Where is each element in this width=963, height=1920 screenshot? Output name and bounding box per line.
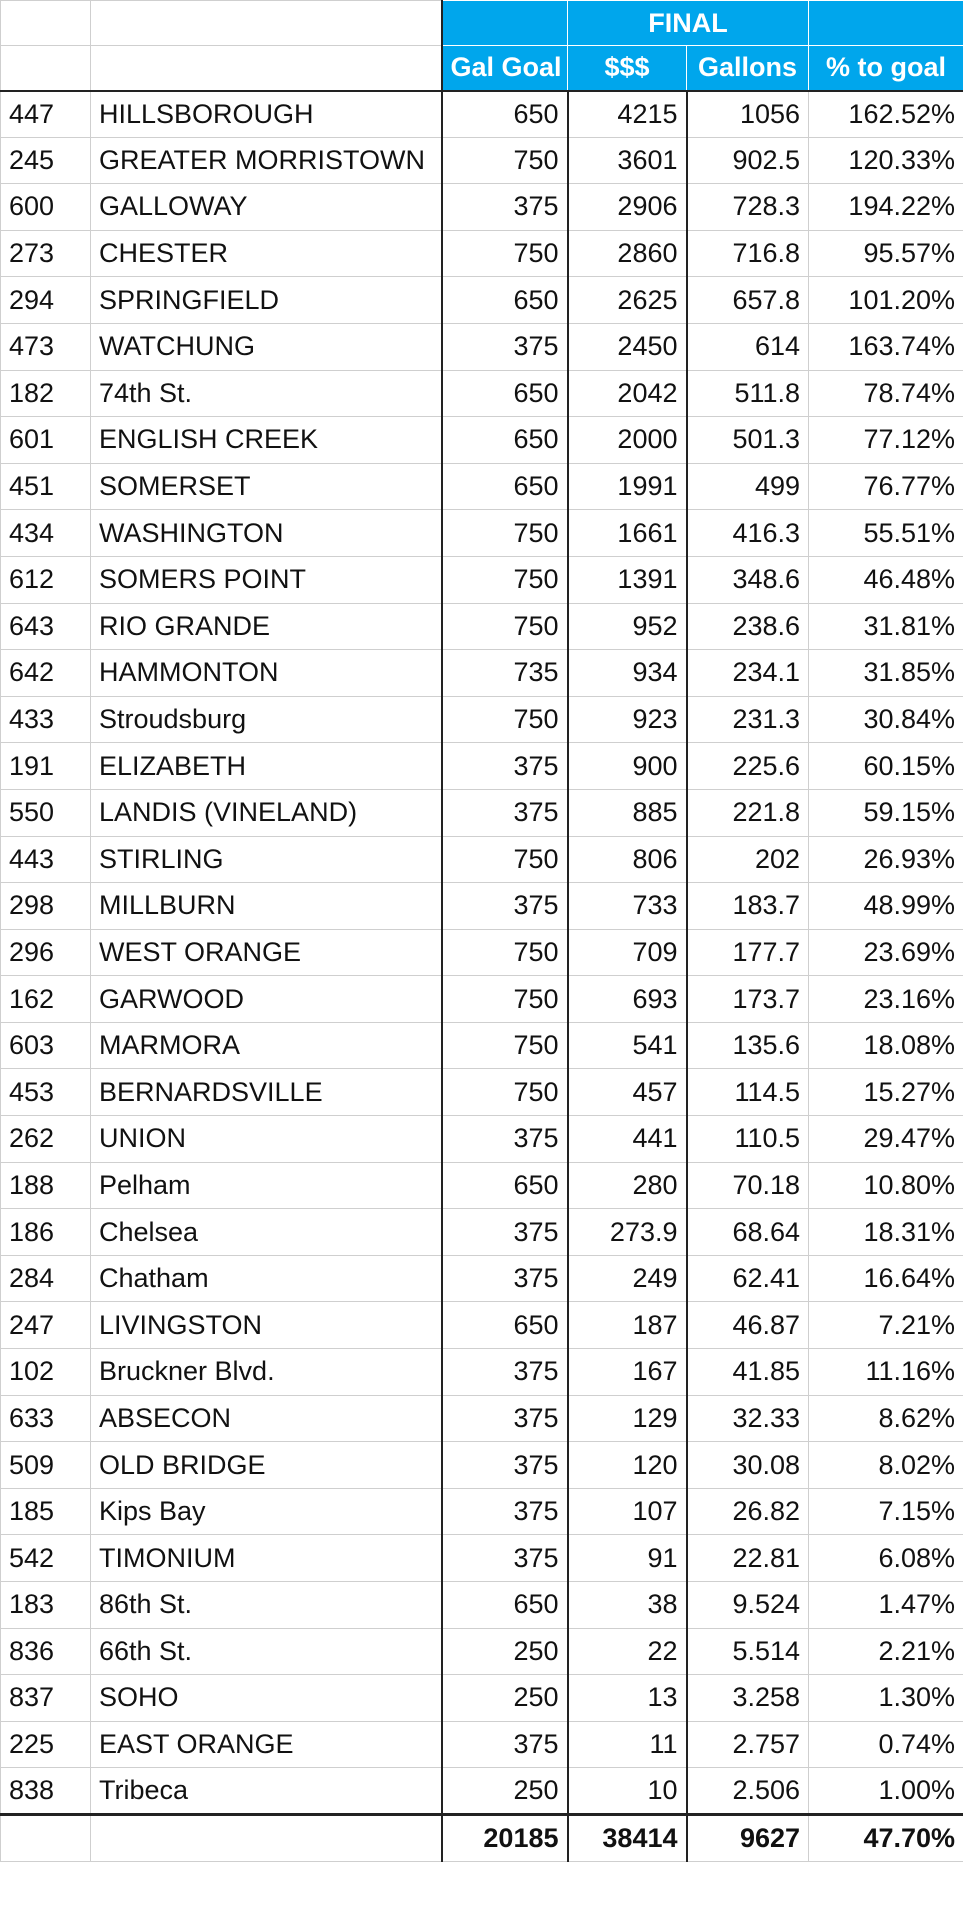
cell-store-name[interactable]: STIRLING <box>91 836 442 883</box>
cell-pct-to-goal[interactable]: 162.52% <box>809 91 963 138</box>
cell-gallons[interactable]: 501.3 <box>687 417 809 464</box>
cell-pct-to-goal[interactable]: 18.08% <box>809 1022 963 1069</box>
cell-pct-to-goal[interactable]: 0.74% <box>809 1721 963 1768</box>
cell-gallons[interactable]: 202 <box>687 836 809 883</box>
table-row <box>1 510 963 557</box>
cell-gal-goal[interactable]: 375 <box>442 789 568 836</box>
cell-gal-goal[interactable]: 375 <box>442 1721 568 1768</box>
cell-money[interactable]: 280 <box>568 1162 687 1209</box>
cell-pct-to-goal[interactable]: 29.47% <box>809 1116 963 1163</box>
cell-gallons[interactable]: 902.5 <box>687 137 809 184</box>
cell-store-name[interactable]: 86th St. <box>91 1582 442 1629</box>
cell-gal-goal[interactable]: 750 <box>442 603 568 650</box>
cell-store-name[interactable]: WASHINGTON <box>91 510 442 557</box>
cell-pct-to-goal[interactable]: 7.15% <box>809 1488 963 1535</box>
cell-store-name[interactable]: SOMERSET <box>91 463 442 510</box>
cell-money[interactable]: 22 <box>568 1628 687 1675</box>
cell-gallons[interactable]: 716.8 <box>687 230 809 277</box>
cell-gal-goal[interactable]: 750 <box>442 137 568 184</box>
cell-money[interactable]: 934 <box>568 650 687 697</box>
table-row <box>1 1069 963 1116</box>
cell-store-name[interactable]: WATCHUNG <box>91 323 442 370</box>
cell-pct-to-goal[interactable]: 10.80% <box>809 1162 963 1209</box>
cell-gallons[interactable]: 511.8 <box>687 370 809 417</box>
cell-money[interactable]: 3601 <box>568 137 687 184</box>
table-row <box>1 1255 963 1302</box>
column-header-gal-goal[interactable]: Gal Goal <box>442 46 568 91</box>
cell-gal-goal[interactable]: 750 <box>442 1069 568 1116</box>
cell-gal-goal[interactable]: 375 <box>442 743 568 790</box>
cell-money[interactable]: 2450 <box>568 323 687 370</box>
cell-store-number[interactable]: 188 <box>1 1162 91 1209</box>
cell-store-number[interactable]: 612 <box>1 556 91 603</box>
cell-store-number[interactable]: 509 <box>1 1442 91 1489</box>
cell-store-number[interactable]: 603 <box>1 1022 91 1069</box>
table-row <box>1 743 963 790</box>
cell-gal-goal[interactable]: 735 <box>442 650 568 697</box>
cell-gallons[interactable]: 70.18 <box>687 1162 809 1209</box>
cell-pct-to-goal[interactable]: 15.27% <box>809 1069 963 1116</box>
cell-store-name[interactable]: GALLOWAY <box>91 184 442 231</box>
cell-money[interactable]: 900 <box>568 743 687 790</box>
table-row <box>1 1675 963 1722</box>
cell-gal-goal[interactable]: 750 <box>442 976 568 1023</box>
cell-store-number[interactable]: 542 <box>1 1535 91 1582</box>
cell-money[interactable]: 885 <box>568 789 687 836</box>
cell-store-name[interactable]: GARWOOD <box>91 976 442 1023</box>
cell-money[interactable]: 120 <box>568 1442 687 1489</box>
cell-gal-goal[interactable]: 375 <box>442 1209 568 1256</box>
cell-store-number[interactable]: 247 <box>1 1302 91 1349</box>
cell-money[interactable]: 457 <box>568 1069 687 1116</box>
header-empty-cell[interactable] <box>1 46 91 91</box>
cell-money[interactable]: 806 <box>568 836 687 883</box>
cell-store-number[interactable]: 434 <box>1 510 91 557</box>
cell-store-number[interactable]: 182 <box>1 370 91 417</box>
table-row <box>1 463 963 510</box>
cell-gal-goal[interactable]: 650 <box>442 417 568 464</box>
cell-pct-to-goal[interactable]: 48.99% <box>809 883 963 930</box>
cell-store-number[interactable]: 298 <box>1 883 91 930</box>
cell-store-name[interactable]: 74th St. <box>91 370 442 417</box>
cell-gallons[interactable]: 114.5 <box>687 1069 809 1116</box>
cell-gal-goal[interactable]: 375 <box>442 883 568 930</box>
table-row <box>1 1535 963 1582</box>
cell-store-name[interactable]: Bruckner Blvd. <box>91 1349 442 1396</box>
cell-money[interactable]: 541 <box>568 1022 687 1069</box>
cell-gallons[interactable]: 3.258 <box>687 1675 809 1722</box>
cell-store-name[interactable]: RIO GRANDE <box>91 603 442 650</box>
cell-money[interactable]: 10 <box>568 1768 687 1815</box>
header-empty-cell[interactable] <box>91 1 442 46</box>
cell-gal-goal[interactable]: 375 <box>442 323 568 370</box>
cell-store-number[interactable]: 836 <box>1 1628 91 1675</box>
cell-money[interactable]: 107 <box>568 1488 687 1535</box>
cell-pct-to-goal[interactable]: 31.85% <box>809 650 963 697</box>
cell-pct-to-goal[interactable]: 163.74% <box>809 323 963 370</box>
cell-store-number[interactable]: 294 <box>1 277 91 324</box>
table-row <box>1 91 963 138</box>
cell-gal-goal[interactable]: 375 <box>442 1395 568 1442</box>
table-row <box>1 1116 963 1163</box>
table-row <box>1 1628 963 1675</box>
cell-gal-goal[interactable]: 750 <box>442 556 568 603</box>
total-money[interactable]: 38414 <box>568 1814 687 1861</box>
cell-pct-to-goal[interactable]: 8.02% <box>809 1442 963 1489</box>
cell-gallons[interactable]: 2.757 <box>687 1721 809 1768</box>
cell-store-number[interactable]: 443 <box>1 836 91 883</box>
cell-pct-to-goal[interactable]: 59.15% <box>809 789 963 836</box>
cell-store-name[interactable]: GREATER MORRISTOWN <box>91 137 442 184</box>
cell-money[interactable]: 2042 <box>568 370 687 417</box>
cell-gallons[interactable]: 32.33 <box>687 1395 809 1442</box>
header-empty-cell[interactable] <box>1 1 91 46</box>
cell-money[interactable]: 4215 <box>568 91 687 138</box>
cell-pct-to-goal[interactable]: 46.48% <box>809 556 963 603</box>
cell-store-name[interactable]: MARMORA <box>91 1022 442 1069</box>
cell-money[interactable]: 167 <box>568 1349 687 1396</box>
cell-pct-to-goal[interactable]: 194.22% <box>809 184 963 231</box>
table-row <box>1 929 963 976</box>
total-gallons[interactable]: 9627 <box>687 1814 809 1861</box>
cell-store-name[interactable]: Tribeca <box>91 1768 442 1815</box>
cell-money[interactable]: 2000 <box>568 417 687 464</box>
cell-store-name[interactable]: SOHO <box>91 1675 442 1722</box>
total-gal-goal[interactable]: 20185 <box>442 1814 568 1861</box>
cell-money[interactable]: 693 <box>568 976 687 1023</box>
header-blank-blue-cell[interactable] <box>442 1 568 46</box>
cell-gal-goal[interactable]: 375 <box>442 184 568 231</box>
cell-money[interactable]: 923 <box>568 696 687 743</box>
cell-gal-goal[interactable]: 650 <box>442 1582 568 1629</box>
cell-gallons[interactable]: 30.08 <box>687 1442 809 1489</box>
cell-gallons[interactable]: 1056 <box>687 91 809 138</box>
cell-money[interactable]: 38 <box>568 1582 687 1629</box>
table-row <box>1 370 963 417</box>
cell-gal-goal[interactable]: 250 <box>442 1675 568 1722</box>
cell-pct-to-goal[interactable]: 11.16% <box>809 1349 963 1396</box>
cell-pct-to-goal[interactable]: 120.33% <box>809 137 963 184</box>
table-row <box>1 184 963 231</box>
header-empty-cell[interactable] <box>91 46 442 91</box>
cell-store-name[interactable]: 66th St. <box>91 1628 442 1675</box>
table-row <box>1 230 963 277</box>
cell-store-number[interactable]: 262 <box>1 1116 91 1163</box>
cell-store-name[interactable]: TIMONIUM <box>91 1535 442 1582</box>
cell-store-number[interactable]: 837 <box>1 1675 91 1722</box>
cell-pct-to-goal[interactable]: 60.15% <box>809 743 963 790</box>
cell-gallons[interactable]: 5.514 <box>687 1628 809 1675</box>
table-row <box>1 836 963 883</box>
cell-pct-to-goal[interactable]: 30.84% <box>809 696 963 743</box>
cell-store-number[interactable]: 183 <box>1 1582 91 1629</box>
cell-pct-to-goal[interactable]: 101.20% <box>809 277 963 324</box>
cell-gallons[interactable]: 26.82 <box>687 1488 809 1535</box>
cell-gallons[interactable]: 135.6 <box>687 1022 809 1069</box>
cell-gallons[interactable]: 231.3 <box>687 696 809 743</box>
cell-store-number[interactable]: 284 <box>1 1255 91 1302</box>
cell-gallons[interactable]: 177.7 <box>687 929 809 976</box>
cell-store-name[interactable]: WEST ORANGE <box>91 929 442 976</box>
cell-money[interactable]: 2860 <box>568 230 687 277</box>
cell-pct-to-goal[interactable]: 23.16% <box>809 976 963 1023</box>
cell-store-number[interactable]: 643 <box>1 603 91 650</box>
cell-money[interactable]: 91 <box>568 1535 687 1582</box>
cell-gal-goal[interactable]: 650 <box>442 1162 568 1209</box>
cell-gal-goal[interactable]: 750 <box>442 836 568 883</box>
cell-store-number[interactable]: 600 <box>1 184 91 231</box>
cell-pct-to-goal[interactable]: 77.12% <box>809 417 963 464</box>
cell-pct-to-goal[interactable]: 76.77% <box>809 463 963 510</box>
cell-store-number[interactable]: 433 <box>1 696 91 743</box>
cell-gallons[interactable]: 499 <box>687 463 809 510</box>
cell-store-number[interactable]: 162 <box>1 976 91 1023</box>
cell-store-name[interactable]: HAMMONTON <box>91 650 442 697</box>
cell-store-number[interactable]: 245 <box>1 137 91 184</box>
cell-gallons[interactable]: 238.6 <box>687 603 809 650</box>
cell-gallons[interactable]: 173.7 <box>687 976 809 1023</box>
cell-gallons[interactable]: 348.6 <box>687 556 809 603</box>
cell-gallons[interactable]: 2.506 <box>687 1768 809 1815</box>
cell-gallons[interactable]: 68.64 <box>687 1209 809 1256</box>
cell-gal-goal[interactable]: 750 <box>442 510 568 557</box>
cell-store-name[interactable]: UNION <box>91 1116 442 1163</box>
cell-store-number[interactable]: 642 <box>1 650 91 697</box>
header-blank-blue-cell[interactable] <box>809 1 963 46</box>
table-row <box>1 696 963 743</box>
table-body <box>1 91 963 1815</box>
table-row <box>1 1209 963 1256</box>
cell-store-number[interactable]: 225 <box>1 1721 91 1768</box>
cell-gal-goal[interactable]: 650 <box>442 277 568 324</box>
cell-store-number[interactable]: 550 <box>1 789 91 836</box>
cell-gal-goal[interactable]: 375 <box>442 1255 568 1302</box>
cell-store-number[interactable]: 601 <box>1 417 91 464</box>
cell-pct-to-goal[interactable]: 95.57% <box>809 230 963 277</box>
cell-pct-to-goal[interactable]: 16.64% <box>809 1255 963 1302</box>
cell-store-number[interactable]: 186 <box>1 1209 91 1256</box>
cell-gallons[interactable]: 221.8 <box>687 789 809 836</box>
cell-store-number[interactable]: 451 <box>1 463 91 510</box>
cell-gal-goal[interactable]: 650 <box>442 370 568 417</box>
cell-gallons[interactable]: 225.6 <box>687 743 809 790</box>
cell-gal-goal[interactable]: 650 <box>442 91 568 138</box>
cell-gallons[interactable]: 657.8 <box>687 277 809 324</box>
cell-pct-to-goal[interactable]: 1.30% <box>809 1675 963 1722</box>
cell-store-name[interactable]: ABSECON <box>91 1395 442 1442</box>
cell-store-number[interactable]: 447 <box>1 91 91 138</box>
cell-store-number[interactable]: 296 <box>1 929 91 976</box>
cell-money[interactable]: 952 <box>568 603 687 650</box>
table-row <box>1 137 963 184</box>
table-row <box>1 1721 963 1768</box>
cell-store-number[interactable]: 273 <box>1 230 91 277</box>
cell-store-name[interactable]: BERNARDSVILLE <box>91 1069 442 1116</box>
table-row <box>1 976 963 1023</box>
cell-gallons[interactable]: 183.7 <box>687 883 809 930</box>
cell-store-name[interactable]: OLD BRIDGE <box>91 1442 442 1489</box>
cell-money[interactable]: 709 <box>568 929 687 976</box>
cell-pct-to-goal[interactable]: 1.47% <box>809 1582 963 1629</box>
table-row <box>1 883 963 930</box>
cell-gal-goal[interactable]: 375 <box>442 1442 568 1489</box>
cell-store-number[interactable]: 191 <box>1 743 91 790</box>
cell-gal-goal[interactable]: 750 <box>442 696 568 743</box>
cell-money[interactable]: 13 <box>568 1675 687 1722</box>
cell-gal-goal[interactable]: 650 <box>442 1302 568 1349</box>
table-row <box>1 1442 963 1489</box>
cell-pct-to-goal[interactable]: 6.08% <box>809 1535 963 1582</box>
cell-pct-to-goal[interactable]: 55.51% <box>809 510 963 557</box>
cell-gal-goal[interactable]: 750 <box>442 929 568 976</box>
cell-gallons[interactable]: 234.1 <box>687 650 809 697</box>
cell-store-number[interactable]: 453 <box>1 1069 91 1116</box>
table-row <box>1 277 963 324</box>
cell-store-number[interactable]: 185 <box>1 1488 91 1535</box>
cell-pct-to-goal[interactable]: 7.21% <box>809 1302 963 1349</box>
cell-gal-goal[interactable]: 650 <box>442 463 568 510</box>
cell-money[interactable]: 1991 <box>568 463 687 510</box>
table-row <box>1 1162 963 1209</box>
table-row <box>1 1022 963 1069</box>
cell-store-name[interactable]: ENGLISH CREEK <box>91 417 442 464</box>
header-final-group-label[interactable]: FINAL <box>568 1 809 46</box>
cell-store-number[interactable]: 838 <box>1 1768 91 1815</box>
cell-money[interactable]: 2625 <box>568 277 687 324</box>
table-row <box>1 417 963 464</box>
cell-money[interactable]: 1661 <box>568 510 687 557</box>
cell-store-name[interactable]: SPRINGFIELD <box>91 277 442 324</box>
cell-gallons[interactable]: 46.87 <box>687 1302 809 1349</box>
cell-pct-to-goal[interactable]: 26.93% <box>809 836 963 883</box>
cell-gallons[interactable]: 416.3 <box>687 510 809 557</box>
cell-gal-goal[interactable]: 250 <box>442 1628 568 1675</box>
table-row <box>1 323 963 370</box>
cell-gallons[interactable]: 9.524 <box>687 1582 809 1629</box>
total-pct-to-goal[interactable]: 47.70% <box>809 1814 963 1861</box>
totals-empty-cell[interactable] <box>91 1814 442 1861</box>
cell-pct-to-goal[interactable]: 31.81% <box>809 603 963 650</box>
cell-gal-goal[interactable]: 250 <box>442 1768 568 1815</box>
cell-store-number[interactable]: 102 <box>1 1349 91 1396</box>
cell-gal-goal[interactable]: 375 <box>442 1488 568 1535</box>
cell-money[interactable]: 2906 <box>568 184 687 231</box>
table-row <box>1 1768 963 1815</box>
cell-gallons[interactable]: 110.5 <box>687 1116 809 1163</box>
cell-store-number[interactable]: 473 <box>1 323 91 370</box>
cell-gal-goal[interactable]: 375 <box>442 1535 568 1582</box>
header-row-group <box>1 1 963 46</box>
cell-gallons[interactable]: 22.81 <box>687 1535 809 1582</box>
cell-store-name[interactable]: HILLSBOROUGH <box>91 91 442 138</box>
cell-store-name[interactable]: LANDIS (VINELAND) <box>91 789 442 836</box>
totals-empty-cell[interactable] <box>1 1814 91 1861</box>
totals-row <box>1 1814 963 1861</box>
cell-store-name[interactable]: EAST ORANGE <box>91 1721 442 1768</box>
table-row <box>1 1488 963 1535</box>
cell-store-number[interactable]: 633 <box>1 1395 91 1442</box>
cell-money[interactable]: 249 <box>568 1255 687 1302</box>
cell-gal-goal[interactable]: 375 <box>442 1116 568 1163</box>
table-row <box>1 1302 963 1349</box>
cell-store-name[interactable]: CHESTER <box>91 230 442 277</box>
table-row <box>1 789 963 836</box>
cell-store-name[interactable]: ELIZABETH <box>91 743 442 790</box>
table-row <box>1 556 963 603</box>
cell-gallons[interactable]: 614 <box>687 323 809 370</box>
cell-gal-goal[interactable]: 750 <box>442 1022 568 1069</box>
cell-pct-to-goal[interactable]: 23.69% <box>809 929 963 976</box>
cell-gallons[interactable]: 41.85 <box>687 1349 809 1396</box>
cell-store-name[interactable]: Stroudsburg <box>91 696 442 743</box>
cell-gallons[interactable]: 62.41 <box>687 1255 809 1302</box>
header-row-columns <box>1 46 963 91</box>
table-row <box>1 603 963 650</box>
cell-money[interactable]: 441 <box>568 1116 687 1163</box>
table-row <box>1 650 963 697</box>
table-row <box>1 1349 963 1396</box>
cell-gal-goal[interactable]: 750 <box>442 230 568 277</box>
cell-store-name[interactable]: Pelham <box>91 1162 442 1209</box>
column-header-pct-to-goal[interactable]: % to goal <box>809 46 963 91</box>
cell-money[interactable]: 187 <box>568 1302 687 1349</box>
cell-pct-to-goal[interactable]: 8.62% <box>809 1395 963 1442</box>
cell-store-name[interactable]: SOMERS POINT <box>91 556 442 603</box>
cell-store-name[interactable]: LIVINGSTON <box>91 1302 442 1349</box>
cell-store-name[interactable]: Chatham <box>91 1255 442 1302</box>
cell-pct-to-goal[interactable]: 78.74% <box>809 370 963 417</box>
table-row <box>1 1395 963 1442</box>
cell-store-name[interactable]: MILLBURN <box>91 883 442 930</box>
cell-pct-to-goal[interactable]: 18.31% <box>809 1209 963 1256</box>
cell-store-name[interactable]: Chelsea <box>91 1209 442 1256</box>
cell-gal-goal[interactable]: 375 <box>442 1349 568 1396</box>
cell-money[interactable]: 11 <box>568 1721 687 1768</box>
column-header-money[interactable]: $$$ <box>568 46 687 91</box>
cell-gallons[interactable]: 728.3 <box>687 184 809 231</box>
cell-pct-to-goal[interactable]: 1.00% <box>809 1768 963 1815</box>
cell-money[interactable]: 733 <box>568 883 687 930</box>
table-row <box>1 1582 963 1629</box>
cell-money[interactable]: 129 <box>568 1395 687 1442</box>
cell-store-name[interactable]: Kips Bay <box>91 1488 442 1535</box>
column-header-gallons[interactable]: Gallons <box>687 46 809 91</box>
cell-money[interactable]: 1391 <box>568 556 687 603</box>
cell-money[interactable]: 273.9 <box>568 1209 687 1256</box>
cell-pct-to-goal[interactable]: 2.21% <box>809 1628 963 1675</box>
